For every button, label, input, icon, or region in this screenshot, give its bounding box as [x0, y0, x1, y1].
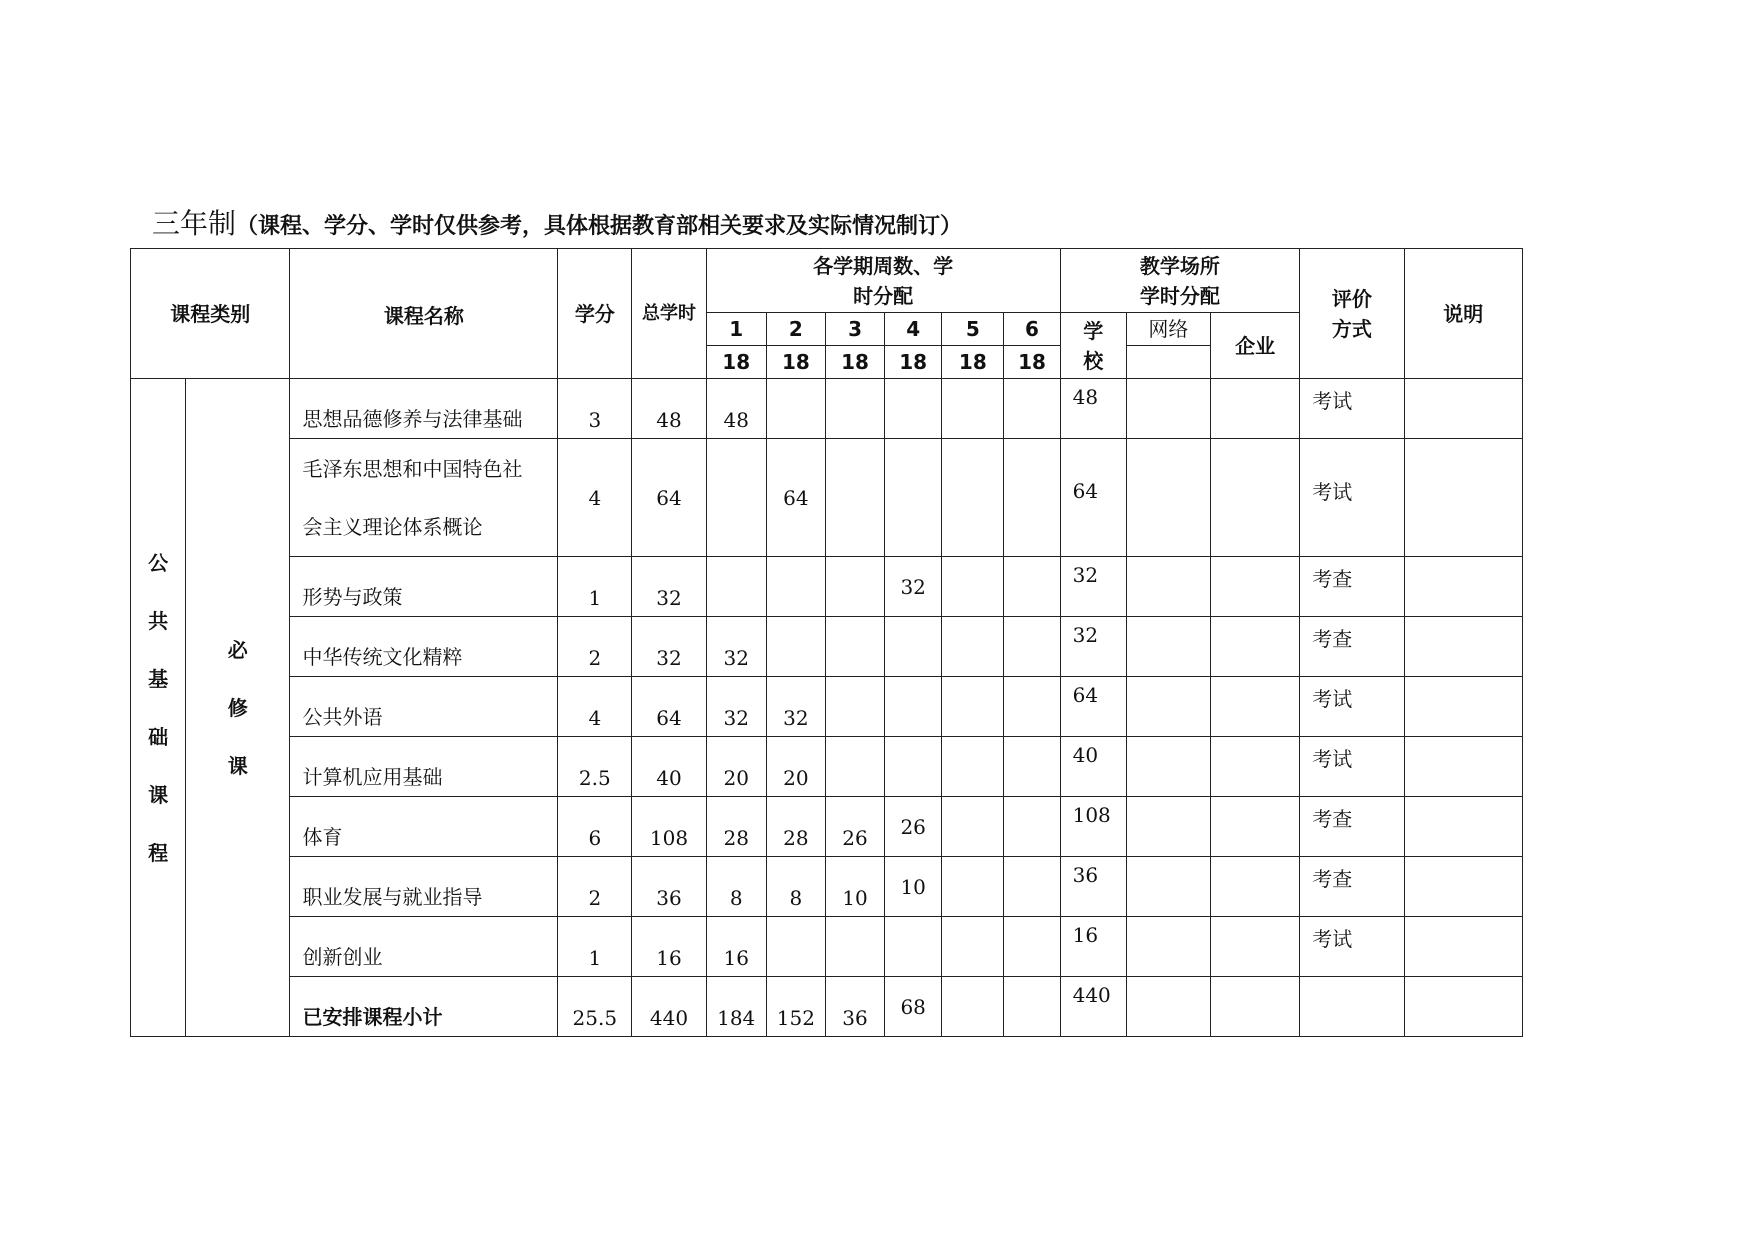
school-hours: 40 — [1060, 737, 1126, 797]
category-sub — [186, 379, 290, 1037]
course-total-hours: 64 — [632, 439, 706, 557]
header-semester-6: 6 — [1004, 313, 1060, 346]
header-network: 网络 — [1126, 313, 1210, 346]
table-row — [131, 857, 1523, 917]
course-remarks — [1404, 557, 1522, 617]
school-hours: 48 — [1060, 379, 1126, 439]
enterprise-hours — [1211, 439, 1300, 557]
semester-5-hours — [942, 379, 1004, 439]
subtotal-network-hours — [1126, 977, 1210, 1037]
header-enterprise: 企业 — [1211, 313, 1300, 379]
category-main — [131, 379, 186, 1037]
semester-6-hours — [1004, 737, 1060, 797]
course-name — [290, 439, 558, 557]
semester-5-hours — [942, 857, 1004, 917]
subtotal-semester-4: 68 — [885, 977, 942, 1037]
subtotal-semester-6 — [1004, 977, 1060, 1037]
semester-6-hours — [1004, 617, 1060, 677]
eval-method: 考查 — [1300, 617, 1404, 677]
course-name: 思想品德修养与法律基础 — [290, 379, 558, 439]
course-name: 职业发展与就业指导 — [290, 857, 558, 917]
eval-method: 考试 — [1300, 737, 1404, 797]
school-hours: 16 — [1060, 917, 1126, 977]
subtotal-semester-2: 152 — [766, 977, 825, 1037]
network-hours — [1126, 379, 1210, 439]
semester-1-hours: 8 — [706, 857, 766, 917]
header-eval-line2: 方式 — [1331, 316, 1372, 341]
network-hours — [1126, 917, 1210, 977]
network-hours — [1126, 557, 1210, 617]
category-sub-char: 修 — [227, 695, 248, 720]
semester-4-hours — [885, 917, 942, 977]
semester-4-hours: 32 — [885, 557, 942, 617]
table-row — [131, 557, 1523, 617]
course-name: 公共外语 — [290, 677, 558, 737]
course-remarks — [1404, 857, 1522, 917]
semester-6-hours — [1004, 917, 1060, 977]
eval-method: 考试 — [1300, 439, 1404, 557]
enterprise-hours — [1211, 857, 1300, 917]
semester-6-hours — [1004, 677, 1060, 737]
course-remarks — [1404, 379, 1522, 439]
category-main-char: 程 — [148, 840, 169, 865]
header-school — [1060, 313, 1126, 379]
semester-2-hours: 64 — [766, 439, 825, 557]
header-course-name: 课程名称 — [290, 249, 558, 379]
eval-method: 考查 — [1300, 797, 1404, 857]
semester-3-hours — [825, 917, 884, 977]
eval-method: 考试 — [1300, 917, 1404, 977]
semester-1-hours: 48 — [706, 379, 766, 439]
network-hours — [1126, 797, 1210, 857]
course-remarks — [1404, 797, 1522, 857]
semester-4-hours — [885, 737, 942, 797]
course-total-hours: 16 — [632, 917, 706, 977]
header-weeks-5: 18 — [942, 346, 1004, 379]
title-note: （课程、学分、学时仅供参考，具体根据教育部相关要求及实际情况制订） — [236, 214, 963, 239]
enterprise-hours — [1211, 737, 1300, 797]
subtotal-credits: 25.5 — [558, 977, 632, 1037]
course-credits: 2.5 — [558, 737, 632, 797]
header-eval-line1: 评价 — [1331, 286, 1372, 311]
course-remarks — [1404, 737, 1522, 797]
enterprise-hours — [1211, 557, 1300, 617]
semester-2-hours: 28 — [766, 797, 825, 857]
header-weeks-2: 18 — [766, 346, 825, 379]
enterprise-hours — [1211, 379, 1300, 439]
enterprise-hours — [1211, 617, 1300, 677]
category-sub-char: 课 — [227, 753, 248, 778]
course-credits: 1 — [558, 917, 632, 977]
subtotal-remarks — [1404, 977, 1522, 1037]
header-network-blank — [1126, 346, 1210, 379]
semester-3-hours: 10 — [825, 857, 884, 917]
header-semester-4: 4 — [885, 313, 942, 346]
eval-method: 考试 — [1300, 677, 1404, 737]
semester-3-hours — [825, 379, 884, 439]
header-semester-group — [706, 249, 1060, 313]
semester-6-hours — [1004, 857, 1060, 917]
course-credits: 3 — [558, 379, 632, 439]
course-total-hours: 40 — [632, 737, 706, 797]
title-main: 三年制 — [152, 207, 237, 240]
category-main-char: 公 — [148, 550, 169, 575]
semester-4-hours — [885, 617, 942, 677]
header-semester-1: 1 — [706, 313, 766, 346]
school-hours: 108 — [1060, 797, 1126, 857]
semester-1-hours: 32 — [706, 677, 766, 737]
course-credits: 1 — [558, 557, 632, 617]
header-school-line2: 校 — [1083, 348, 1104, 373]
network-hours — [1126, 737, 1210, 797]
category-main-char: 课 — [148, 782, 169, 807]
header-total-hours: 总学时 — [632, 249, 706, 379]
course-name: 创新创业 — [290, 917, 558, 977]
header-semester-2: 2 — [766, 313, 825, 346]
course-remarks — [1404, 439, 1522, 557]
school-hours: 32 — [1060, 617, 1126, 677]
course-name: 计算机应用基础 — [290, 737, 558, 797]
semester-5-hours — [942, 617, 1004, 677]
semester-1-hours: 28 — [706, 797, 766, 857]
table-row — [131, 439, 1523, 557]
semester-4-hours — [885, 677, 942, 737]
subtotal-semester-3: 36 — [825, 977, 884, 1037]
semester-5-hours — [942, 737, 1004, 797]
semester-3-hours — [825, 737, 884, 797]
header-weeks-1: 18 — [706, 346, 766, 379]
header-semester-group-line2: 时分配 — [853, 283, 914, 308]
semester-3-hours — [825, 677, 884, 737]
semester-3-hours — [825, 557, 884, 617]
semester-4-hours: 10 — [885, 857, 942, 917]
course-plan-table — [130, 248, 1523, 1037]
course-credits: 2 — [558, 617, 632, 677]
eval-method: 考查 — [1300, 857, 1404, 917]
course-total-hours: 32 — [632, 557, 706, 617]
course-total-hours: 36 — [632, 857, 706, 917]
table-row — [131, 917, 1523, 977]
eval-method: 考查 — [1300, 557, 1404, 617]
table-row — [131, 797, 1523, 857]
header-school-line1: 学 — [1083, 318, 1104, 343]
page-title — [152, 207, 962, 245]
table-row — [131, 617, 1523, 677]
header-semester-group-line1: 各学期周数、学 — [813, 253, 954, 278]
network-hours — [1126, 617, 1210, 677]
school-hours: 64 — [1060, 439, 1126, 557]
header-venue-line2: 学时分配 — [1139, 283, 1220, 308]
header-category: 课程类别 — [131, 249, 290, 379]
header-weeks-3: 18 — [825, 346, 884, 379]
semester-6-hours — [1004, 797, 1060, 857]
semester-6-hours — [1004, 439, 1060, 557]
semester-3-hours — [825, 617, 884, 677]
semester-2-hours: 32 — [766, 677, 825, 737]
semester-4-hours — [885, 439, 942, 557]
course-name: 体育 — [290, 797, 558, 857]
course-total-hours: 64 — [632, 677, 706, 737]
semester-5-hours — [942, 439, 1004, 557]
semester-5-hours — [942, 917, 1004, 977]
course-name-line2: 会主义理论体系概论 — [302, 514, 483, 539]
semester-2-hours: 20 — [766, 737, 825, 797]
header-semester-5: 5 — [942, 313, 1004, 346]
table-row — [131, 737, 1523, 797]
subtotal-row — [131, 977, 1523, 1037]
semester-2-hours — [766, 557, 825, 617]
semester-1-hours: 32 — [706, 617, 766, 677]
header-weeks-6: 18 — [1004, 346, 1060, 379]
semester-5-hours — [942, 677, 1004, 737]
subtotal-enterprise-hours — [1211, 977, 1300, 1037]
course-total-hours: 108 — [632, 797, 706, 857]
enterprise-hours — [1211, 797, 1300, 857]
semester-1-hours: 16 — [706, 917, 766, 977]
header-weeks-4: 18 — [885, 346, 942, 379]
course-credits: 4 — [558, 439, 632, 557]
semester-2-hours — [766, 617, 825, 677]
subtotal-label: 已安排课程小计 — [290, 977, 558, 1037]
course-credits: 6 — [558, 797, 632, 857]
network-hours — [1126, 857, 1210, 917]
course-credits: 2 — [558, 857, 632, 917]
school-hours: 64 — [1060, 677, 1126, 737]
table-row — [131, 379, 1523, 439]
semester-4-hours — [885, 379, 942, 439]
subtotal-semester-1: 184 — [706, 977, 766, 1037]
subtotal-semester-5 — [942, 977, 1004, 1037]
course-name-line1: 毛泽东思想和中国特色社 — [302, 456, 523, 481]
header-venue-group — [1060, 249, 1300, 313]
course-name: 中华传统文化精粹 — [290, 617, 558, 677]
semester-3-hours — [825, 439, 884, 557]
course-remarks — [1404, 677, 1522, 737]
semester-1-hours — [706, 439, 766, 557]
course-credits: 4 — [558, 677, 632, 737]
category-sub-char: 必 — [227, 637, 248, 662]
eval-method: 考试 — [1300, 379, 1404, 439]
school-hours: 32 — [1060, 557, 1126, 617]
course-total-hours: 48 — [632, 379, 706, 439]
header-credits: 学分 — [558, 249, 632, 379]
category-main-char: 共 — [148, 608, 169, 633]
semester-5-hours — [942, 557, 1004, 617]
semester-2-hours — [766, 379, 825, 439]
course-remarks — [1404, 917, 1522, 977]
enterprise-hours — [1211, 677, 1300, 737]
semester-3-hours: 26 — [825, 797, 884, 857]
header-eval — [1300, 249, 1404, 379]
network-hours — [1126, 439, 1210, 557]
course-total-hours: 32 — [632, 617, 706, 677]
semester-1-hours: 20 — [706, 737, 766, 797]
header-remarks: 说明 — [1404, 249, 1522, 379]
semester-6-hours — [1004, 557, 1060, 617]
header-row-1 — [131, 249, 1523, 313]
semester-4-hours: 26 — [885, 797, 942, 857]
network-hours — [1126, 677, 1210, 737]
course-remarks — [1404, 617, 1522, 677]
table-row — [131, 677, 1523, 737]
semester-5-hours — [942, 797, 1004, 857]
subtotal-school-hours: 440 — [1060, 977, 1126, 1037]
subtotal-total-hours: 440 — [632, 977, 706, 1037]
semester-1-hours — [706, 557, 766, 617]
semester-2-hours: 8 — [766, 857, 825, 917]
category-main-char: 础 — [148, 724, 169, 749]
header-venue-line1: 教学场所 — [1139, 253, 1220, 278]
semester-2-hours — [766, 917, 825, 977]
school-hours: 36 — [1060, 857, 1126, 917]
semester-6-hours — [1004, 379, 1060, 439]
category-main-char: 基 — [148, 666, 169, 691]
header-semester-3: 3 — [825, 313, 884, 346]
enterprise-hours — [1211, 917, 1300, 977]
subtotal-eval-method — [1300, 977, 1404, 1037]
course-name: 形势与政策 — [290, 557, 558, 617]
